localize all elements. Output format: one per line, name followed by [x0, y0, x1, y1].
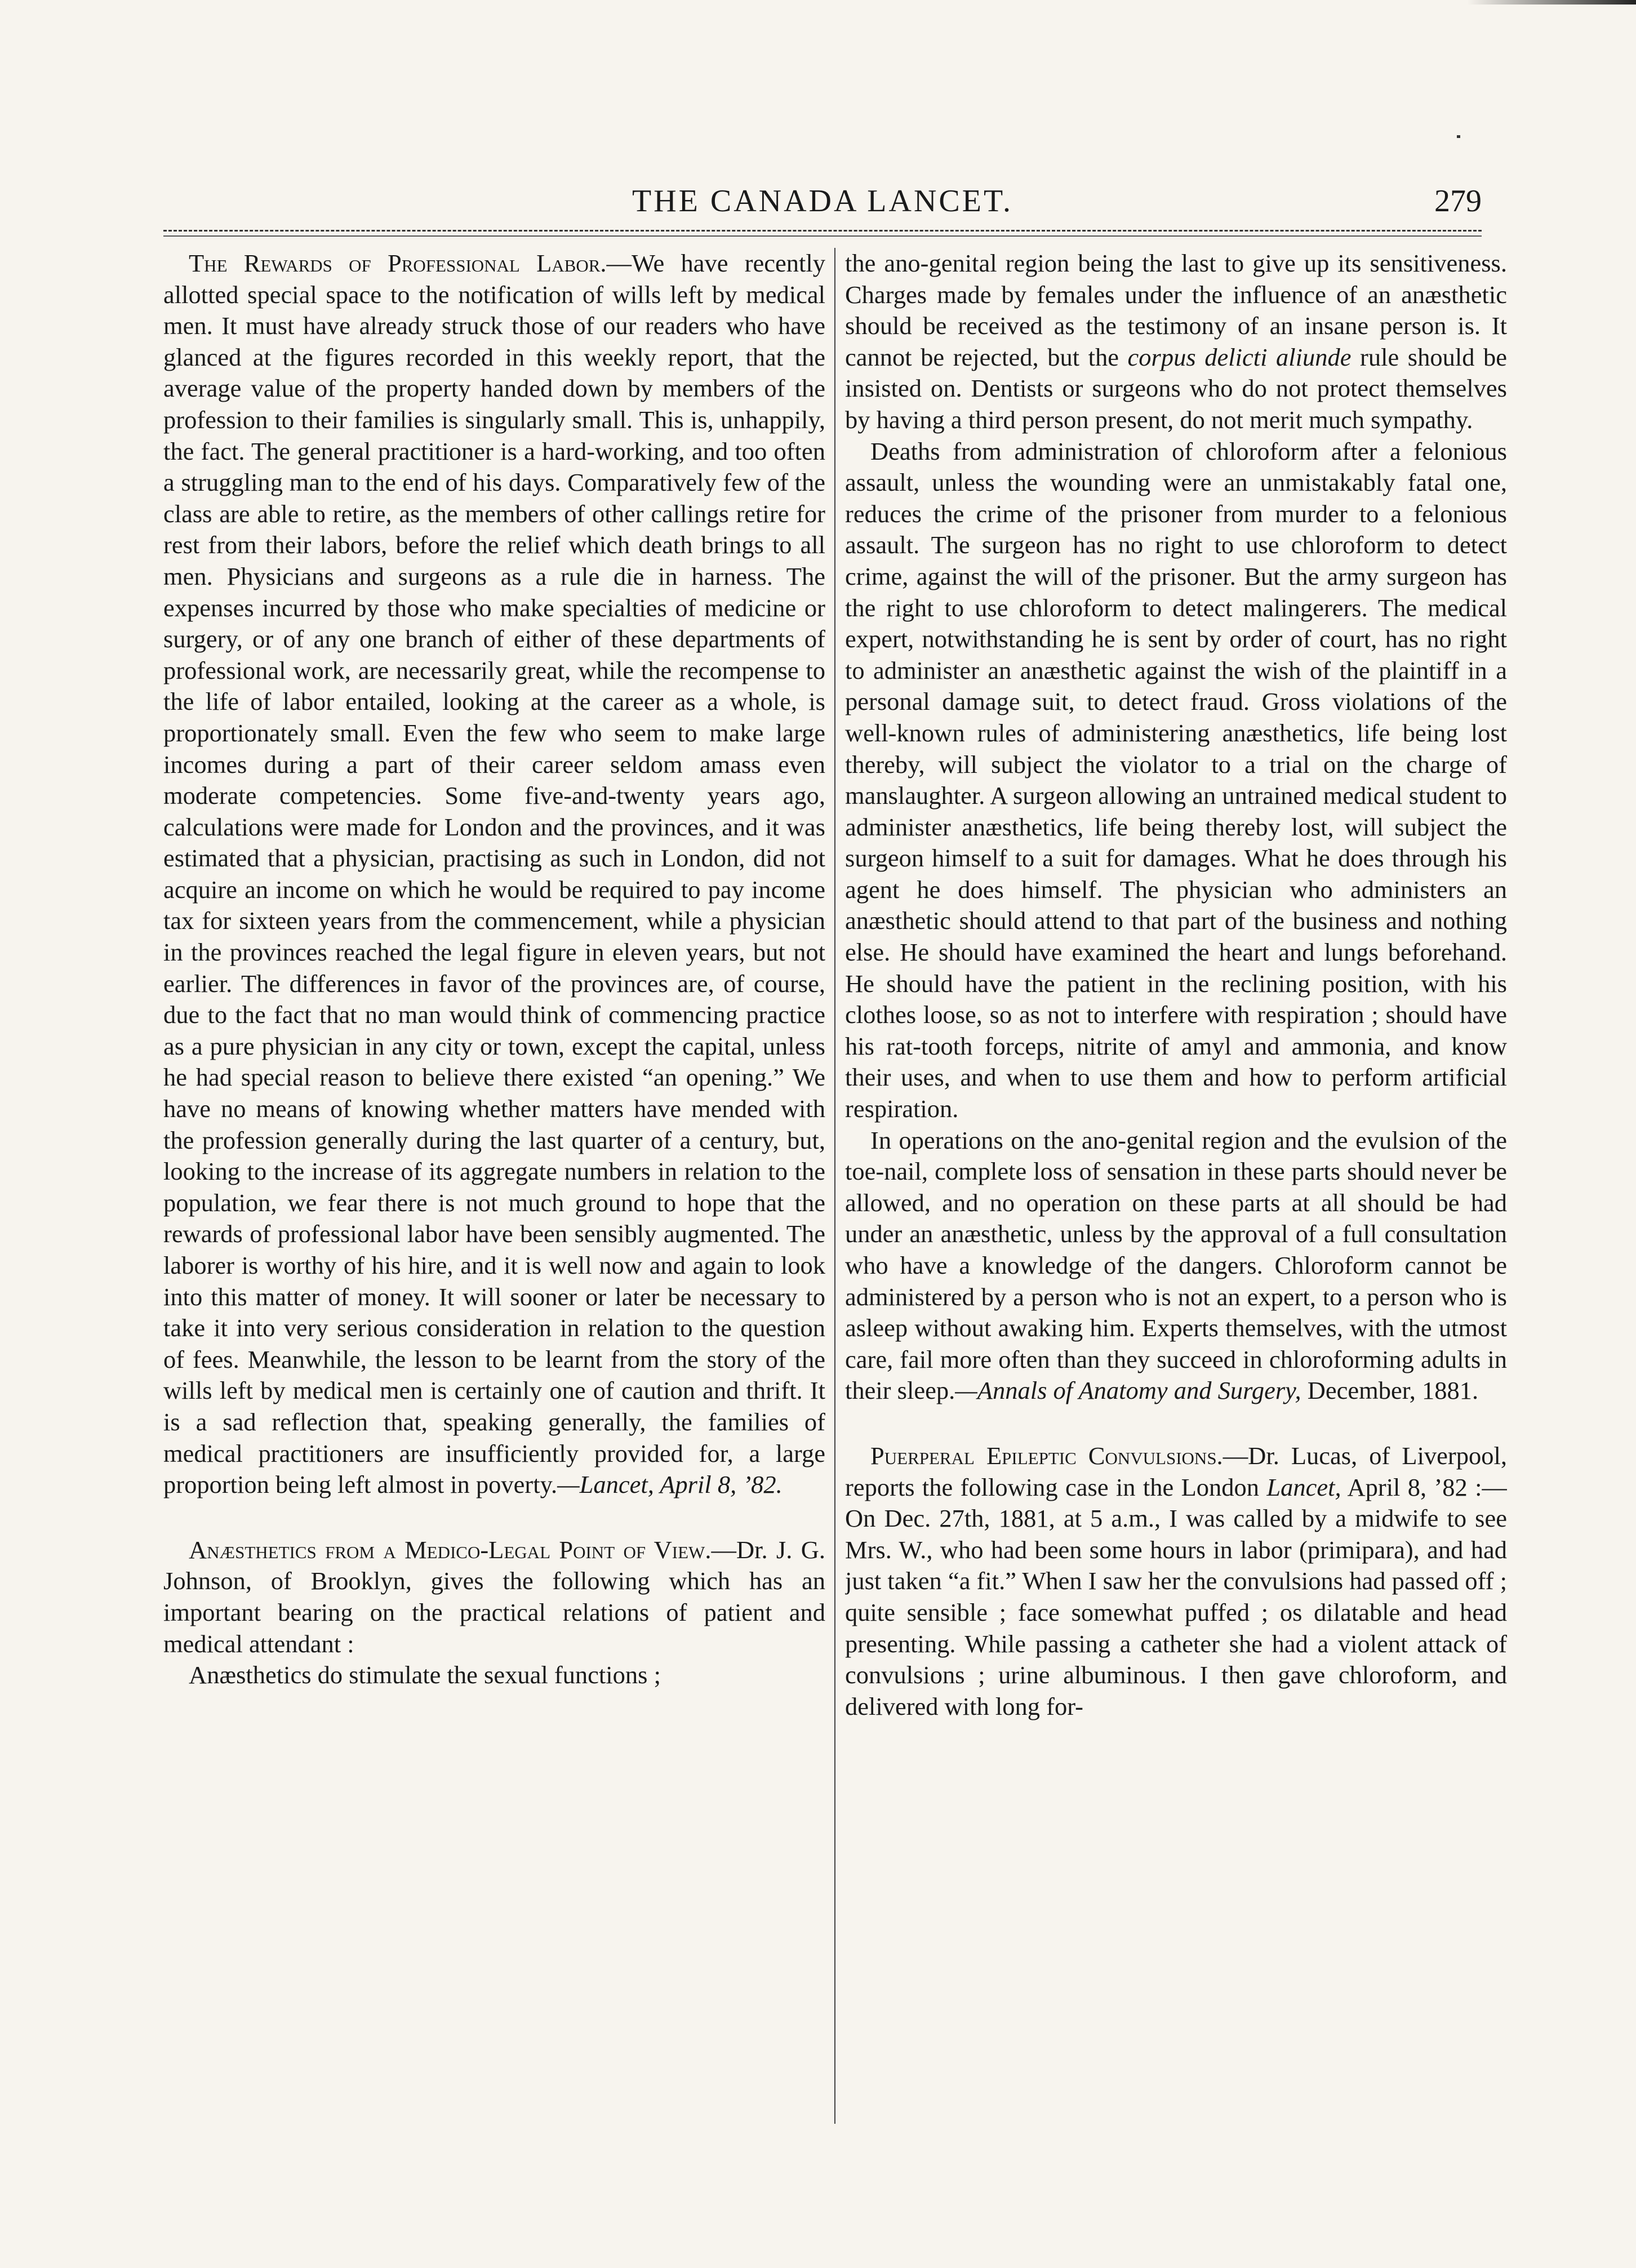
paragraph-text: the ano-genital region being the last to give up its sensitiveness. Charges made by females under the influence of an anæsthetic should be received as the testimony of an insane person is. It cannot be rejected, but the — [845, 249, 1507, 371]
article-heading: Anæsthetics from a Medico-Legal Point of View. — [189, 1535, 712, 1564]
column-divider — [834, 248, 835, 2124]
paragraph-text: —Dr. Lucas, of Liverpool, reports the following case in the London — [845, 1441, 1507, 1501]
article-citation: —Lancet, April 8, ’82. — [557, 1470, 783, 1499]
article-paragraph — [845, 1125, 1507, 1407]
citation-date: December, 1881. — [1307, 1376, 1479, 1405]
article-rewards — [163, 248, 825, 1501]
journal-title: THE CANADA LANCET. — [632, 184, 1013, 219]
article-paragraph — [845, 248, 1507, 436]
article-heading: Puerperal Epileptic Convulsions. — [870, 1441, 1223, 1470]
right-column — [845, 248, 1507, 2146]
speck — [1457, 135, 1460, 138]
header-rule-lower — [163, 235, 1482, 237]
running-header — [163, 183, 1482, 228]
section-gap — [163, 1501, 825, 1535]
article-heading: The Rewards of Professional Labor. — [189, 249, 607, 277]
section-gap — [845, 1407, 1507, 1440]
page-edge-shadow — [1467, 0, 1636, 5]
article-body: —Dr. J. G. Johnson, of Brooklyn, gives the following which has an important bearing on the practical relations of patient and medical attendant : — [163, 1535, 825, 1658]
paragraph-text: rule should be insisted on. Dentists or surgeons who do not protect themselves by having a third person present, do not merit much sympathy. — [845, 343, 1507, 434]
page-number: 279 — [1434, 184, 1482, 219]
article-puerperal — [845, 1440, 1507, 1722]
journal-name: Lancet, — [1266, 1473, 1341, 1501]
article-paragraph: Deaths from administration of chloroform after a felonious assault, unless the wounding were an unmistakably fatal one, reduces the crime of the prisoner from murder to a felonious assault. The surgeon has no right to use chloroform to detect crime, against the will of the prisoner. But the army surgeon has the right to use chloroform to detect malingerers. The medical expert, notwithstanding he is sent by order of court, has no right to administer an anæsthetic against the wish of the plaintiff in a personal damage suit, to detect fraud. Gross violations of the well-known rules of administering anæsthetics, life being lost thereby, will subject the violator to a trial on the charge of manslaughter. A surgeon allowing an untrained medical student to administer anæsthetics, life being thereby lost, will subject the surgeon himself to a suit for damages. What he does through his agent he does himself. The physician who administers an anæsthetic should attend to that part of the business and nothing else. He should have examined the heart and lungs beforehand. He should have the patient in the reclining position, with his clothes loose, so as not to interfere with respiration ; should have his rat-tooth forceps, nitrite of amyl and ammonia, and know their uses, and when to use them and how to perform artificial respiration. — [845, 437, 1507, 1123]
paragraph-text: April 8, ’82 :—On Dec. 27th, 1881, at 5 a.m., I was called by a midwife to see Mrs. W., who had been some hours in labor (primipara), and had just taken “a fit.” When I saw her the convulsions had passed off ; quite sensible ; face somewhat puffed ; os dilatable and head presenting. While passing a catheter she had a violent attack of convulsions ; urine albuminous. I then gave chloroform, and delivered with long for- — [845, 1473, 1507, 1720]
latin-phrase: corpus delicti aliunde — [1127, 343, 1352, 371]
article-body: —We have recently allotted special space to the notification of wills left by medical men. It must have already struck those of our readers who have glanced at the figures recorded in this weekly report, that the average value of the property handed down by members of the profession to their families is singularly small. This is, unhappily, the fact. The general practitioner is a hard-working, and too often a struggling man to the end of his days. Comparatively few of the class are able to retire, as the members of other callings retire for rest from their labors, before the relief which death brings to all men. Physicians and surgeons as a rule die in harness. The expenses incurred by those who make specialties of medicine or surgery, or of any one branch of either of these departments of professional work, are necessarily great, while the recompense to the life of labor entailed, looking at the career as a whole, is proportionately small. Even the few who seem to make large incomes during a part of their career seldom amass even moderate competencies. Some five-and-twenty years ago, calculations were made for London and the provinces, and it was estimated that a physician, practising as such in London, did not acquire an income on which he would be required to pay income tax for sixteen years from the commencement, while a physician in the provinces reached the legal figure in eleven years, but not earlier. The differences in favor of the provinces are, of course, due to the fact that no man would think of commencing practice as a pure physician in any city or town, except the capital, unless he had special reason to believe there existed “an opening.” We have no means of knowing whether matters have mended with the profession generally during the last quarter of a century, but, looking to the increase of its aggregate numbers in relation to the population, we fear there is not much ground to hope that the rewards of professional labor have been sensibly augmented. The laborer is worthy of his hire, and it is well now and again to look into this matter of money. It will sooner or later be necessary to take it into very serious consideration in relation to the question of fees. Meanwhile, the lesson to be learnt from the story of the wills left by medical men is certainly one of caution and thrift. It is a sad reflection that, speaking generally, the families of medical practitioners are insufficiently provided for, a large proportion being left almost in poverty. — [163, 249, 825, 1499]
article-paragraph: Anæsthetics do stimulate the sexual functions ; — [189, 1661, 661, 1689]
article-citation: —Annals of Anatomy and Surgery, — [955, 1376, 1301, 1405]
left-column — [163, 248, 825, 2146]
paragraph-text: In operations on the ano-genital region and the evulsion of the toe-nail, complete loss of sensation in these parts should never be allowed, and no operation on these parts at all should be had under an anæsthetic, unless by the approval of a full consultation who have a knowledge of the dangers. Chloroform cannot be administered by a person who is not an expert, to a person who is asleep without awaking him. Experts themselves, with the utmost care, fail more often than they succeed in chloroforming adults in their sleep. — [845, 1126, 1507, 1405]
article-anaesthetics — [163, 1535, 825, 1660]
header-rule — [163, 230, 1482, 232]
